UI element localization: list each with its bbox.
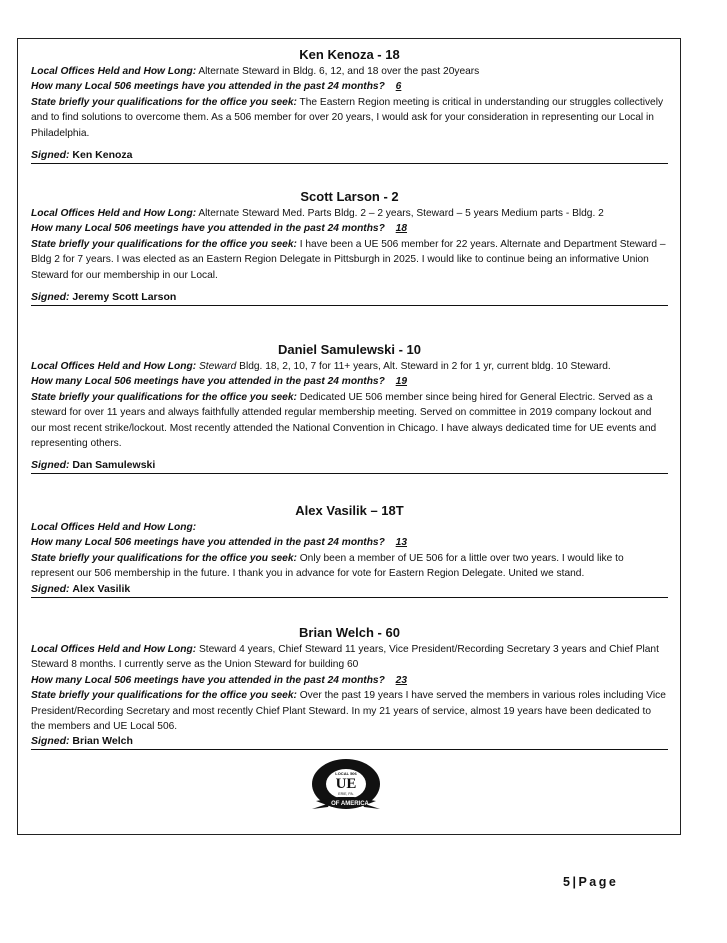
signed-name: Alex Vasilik [72,582,131,595]
meetings-value: 18 [395,223,408,235]
offices-label: Local Offices Held and How Long: [31,66,197,77]
offices-prefix: Steward [198,361,237,372]
signed-name: Ken Kenoza [72,149,133,162]
candidate-title: Ken Kenoza - 18 [299,47,400,62]
offices-line [31,206,668,221]
meetings-label: How many Local 506 meetings have you attended in the past 24 months? [31,674,385,686]
qualifications-line [31,237,668,283]
offices-line [31,64,668,79]
candidate-title: Brian Welch - 60 [299,625,400,640]
candidate-title: Scott Larson - 2 [300,189,399,204]
qualifications-line [31,95,668,141]
qualifications-line [31,390,668,452]
qualifications-label: State briefly your qualifications for the office you seek: [31,552,297,564]
signature-line [31,734,668,750]
qualifications-value: I have been a UE 506 member for 22 years. Alternate and Department Steward – Bldg 2 for 7 years. I was elected as an Eastern Region Delegate in Pittsburgh in 2025. I would like to continue being an informative Union Steward for our membership in our Local. [31,238,666,281]
signed-name: Brian Welch [72,735,133,748]
qualifications-value: Only been a member of UE 506 for a little over two years. I would like to represent our 506 membership in the future. I thank you in advance for vote for Eastern Region Delegate. United we stand. [31,552,624,580]
meetings-label: How many Local 506 meetings have you attended in the past 24 months? [31,223,385,235]
signed-name: Jeremy Scott Larson [72,291,177,304]
meetings-line [31,221,668,236]
page-number: 5|Page [563,875,619,889]
svg-text:LOCAL 506: LOCAL 506 [335,771,357,776]
candidate-entry [31,342,668,474]
candidate-title: Alex Vasilik – 18T [295,503,404,518]
candidate-entry [31,625,668,750]
meetings-line [31,673,668,688]
meetings-label: How many Local 506 meetings have you attended in the past 24 months? [31,537,385,549]
meetings-line [31,374,668,389]
svg-text:UE: UE [335,776,357,792]
offices-value: Alternate Steward Med. Parts Bldg. 2 – 2 years, Steward – 5 years Medium parts - Bldg. 2 [198,208,604,219]
offices-value: Bldg. 18, 2, 10, 7 for 11+ years, Alt. Steward in 2 for 1 yr, current bldg. 10 Steward. [239,361,611,372]
qualifications-line [31,688,668,734]
qualifications-line [31,551,668,582]
offices-value: Steward 4 years, Chief Steward 11 years, Vice President/Recording Secretary 3 years and Chief Plant Steward 8 months. I currently serve as the Union Steward for building 60 [31,644,659,671]
signature-line [31,148,668,164]
signature-line [31,290,668,306]
signed-label: Signed: [31,149,70,162]
signed-name: Dan Samulewski [72,459,156,472]
meetings-value: 19 [395,376,408,388]
offices-label: Local Offices Held and How Long: [31,361,197,372]
offices-value: Alternate Steward in Bldg. 6, 12, and 18 over the past 20years [198,66,480,77]
candidate-statements-box [17,38,681,835]
signed-label: Signed: [31,459,70,472]
qualifications-label: State briefly your qualifications for the office you seek: [31,238,297,250]
meetings-label: How many Local 506 meetings have you attended in the past 24 months? [31,81,385,93]
qualifications-label: State briefly your qualifications for the office you seek: [31,690,297,702]
qualifications-value: Dedicated UE 506 member since being hired for General Electric. Served as a steward for over 11 years and always faithfully attended regular membership meeting. Served on committee in 2019 company lockout and our most recent strike/lockout. Most recently attended the National Convention in Chicago. I have always dedicated time for UE events and representing others. [31,391,657,450]
meetings-value: 23 [395,674,408,686]
offices-label: Local Offices Held and How Long: [31,522,197,533]
offices-line [31,359,668,374]
qualifications-label: State briefly your qualifications for the office you seek: [31,96,297,108]
qualifications-value: The Eastern Region meeting is critical in understanding our struggles collectively and to find solutions to overcome them. As a 506 member for over 20 years, I would ask for your consideration in representing our Local in Philadelphia. [31,96,664,139]
ue-union-seal-icon [308,757,384,815]
candidate-entry [31,47,668,164]
signature-line [31,582,668,598]
signed-label: Signed: [31,291,70,304]
offices-label: Local Offices Held and How Long: [31,644,197,655]
meetings-label: How many Local 506 meetings have you attended in the past 24 months? [31,376,385,388]
offices-line [31,642,668,673]
candidate-entry [31,189,668,306]
offices-label: Local Offices Held and How Long: [31,208,197,219]
signature-line [31,458,668,474]
meetings-line [31,79,668,94]
signed-label: Signed: [31,582,70,595]
candidate-title: Daniel Samulewski - 10 [277,342,422,357]
meetings-value: 6 [395,81,402,93]
qualifications-value: Over the past 19 years I have served the members in various roles including Vice President/Recording Secretary and most recently Chief Plant Steward. In my 21 years of service, almost 19 years have been dedicated to the members and UE Local 506. [31,690,666,733]
meetings-value: 13 [395,537,408,549]
qualifications-label: State briefly your qualifications for the office you seek: [31,391,297,403]
signed-label: Signed: [31,735,70,748]
svg-text:OF AMERICA: OF AMERICA [331,801,369,807]
candidate-entry [31,503,668,598]
offices-line [31,520,668,535]
meetings-line [31,535,668,550]
svg-text:ERIE, PA.: ERIE, PA. [338,792,354,796]
